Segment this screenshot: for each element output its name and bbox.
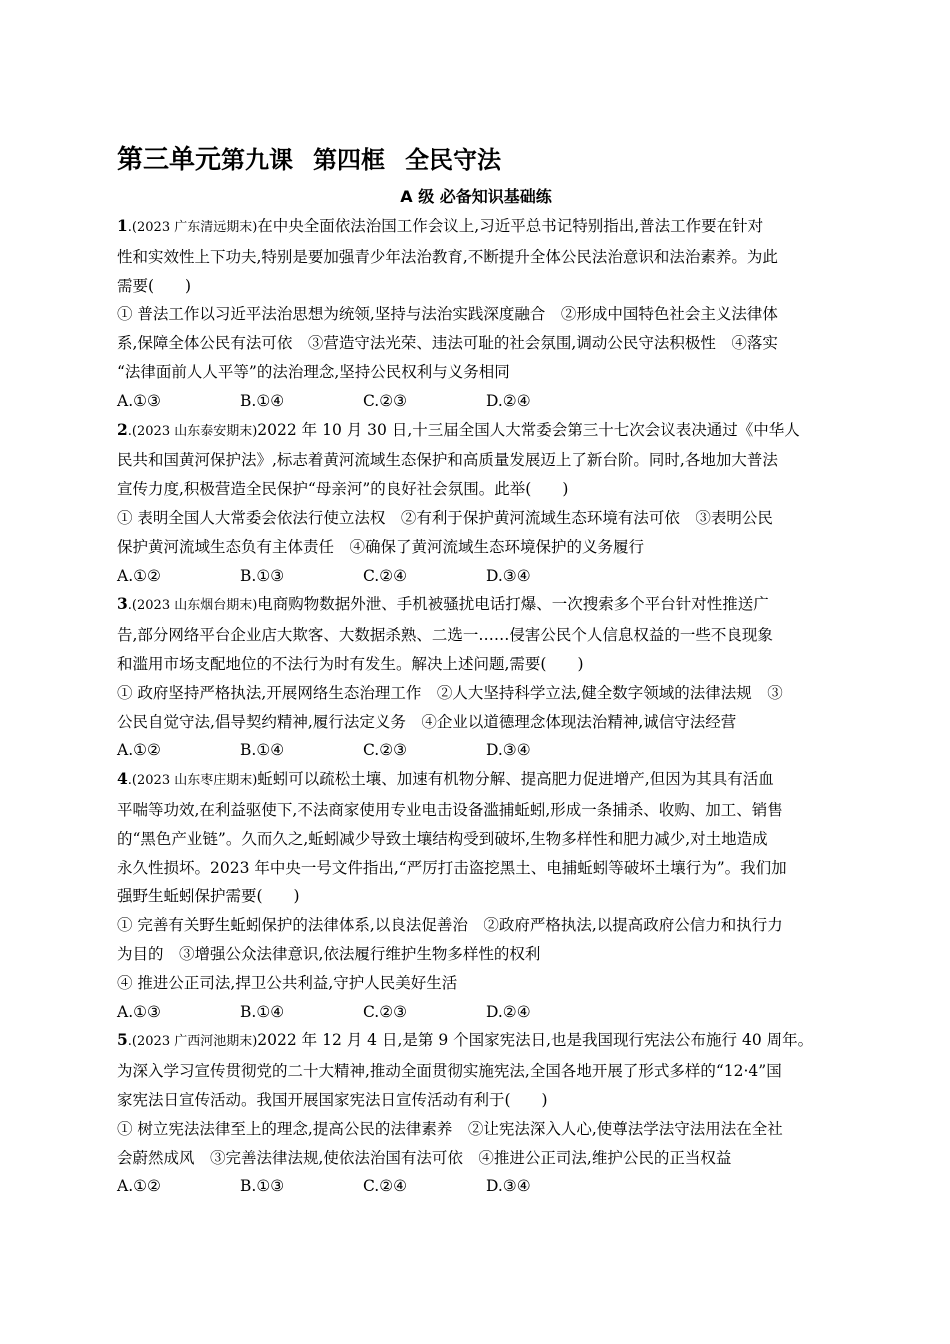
statement-line: 保护黄河流域生态负有主体责任 ④确保了黄河流域生态环境保护的义务履行 bbox=[117, 537, 645, 556]
answer-option[interactable]: C.②③ bbox=[363, 741, 408, 760]
answer-option[interactable]: A.①③ bbox=[117, 1002, 161, 1021]
question-stem-line bbox=[117, 650, 835, 679]
question-stem-line bbox=[117, 796, 835, 825]
question-stem-line bbox=[117, 854, 835, 883]
statement-line: “法律面前人人平等”的法治理念,坚持公民权利与义务相同 bbox=[117, 362, 510, 381]
answer-option[interactable]: B.①④ bbox=[240, 1002, 285, 1021]
question-source: .(2023 山东泰安期末) bbox=[127, 423, 258, 439]
stem-text: 平喘等功效,在利益驱使下,不法商家使用专业电击设备滥捕蚯蚓,形成一条捕杀、收购、加工、销售 bbox=[117, 800, 783, 819]
question-stem-line bbox=[117, 1086, 835, 1115]
stem-text: 为深入学习宣传贯彻党的二十大精神,推动全面贯彻实施宪法,全国各地开展了形式多样的“12·4”国 bbox=[117, 1062, 782, 1081]
answer-option[interactable]: D.②④ bbox=[486, 1002, 531, 1021]
answer-option[interactable]: D.③④ bbox=[486, 566, 531, 585]
answer-options bbox=[117, 387, 835, 416]
question-number: 3 bbox=[117, 594, 128, 614]
answer-option[interactable]: D.③④ bbox=[486, 741, 531, 760]
question-number: 2 bbox=[117, 419, 128, 439]
question-stem-line bbox=[117, 475, 835, 504]
question-source: .(2023 山东烟台期末) bbox=[127, 598, 258, 614]
question-stem-line bbox=[117, 882, 835, 911]
question-number: 5 bbox=[117, 1030, 128, 1050]
answer-option[interactable]: D.③④ bbox=[486, 1177, 531, 1196]
answer-option[interactable]: B.①④ bbox=[240, 741, 285, 760]
stem-text: 家宪法日宣传活动。我国开展国家宪法日宣传活动有利于( ) bbox=[117, 1090, 548, 1109]
answer-option[interactable]: B.①③ bbox=[240, 1177, 285, 1196]
statement-line: ① 政府坚持严格执法,开展网络生态治理工作 ②人大坚持科学立法,健全数字领域的法律法规 ③ bbox=[117, 683, 783, 702]
question-source: .(2023 广东清远期末) bbox=[127, 220, 258, 235]
answer-option[interactable]: C.②③ bbox=[363, 1002, 408, 1021]
answer-options bbox=[117, 998, 835, 1027]
question-number: 4 bbox=[117, 769, 128, 789]
stem-text: 在中央全面依法治国工作会议上,习近平总书记特别指出,普法工作要在针对 bbox=[257, 217, 764, 235]
stem-text: 电商购物数据外泄、手机被骚扰电话打爆、一次搜索多个平台针对性推送广 bbox=[257, 595, 769, 614]
answer-option[interactable]: C.②④ bbox=[363, 1177, 408, 1196]
answer-option[interactable]: B.①④ bbox=[240, 391, 285, 410]
stem-text: 告,部分网络平台企业店大欺客、大数据杀熟、二选一……侵害公民个人信息权益的一些不良现象 bbox=[117, 626, 773, 645]
stem-text: 蚯蚓可以疏松土壤、加速有机物分解、提高肥力促进增产,但因为其具有活血 bbox=[257, 770, 774, 789]
question-stem-line bbox=[117, 446, 835, 475]
statement-line: 系,保障全体公民有法可依 ③营造守法光荣、违法可耻的社会氛围,调动公民守法积极性 ④落实 bbox=[117, 334, 778, 353]
statement-line: 为目的 ③增强公众法律意识,依法履行维护生物多样性的权利 bbox=[117, 944, 541, 963]
title-unit: 第三单元 bbox=[117, 145, 222, 175]
stem-text: 和滥用市场支配地位的不法行为时有发生。解决上述问题,需要( ) bbox=[117, 654, 584, 673]
answer-option[interactable]: C.②③ bbox=[363, 391, 408, 410]
stem-text: 永久性损坏。2023 年中央一号文件指出,“严厉打击盗挖黑土、电捕蚯蚓等破坏土壤行为”。我们加 bbox=[117, 858, 787, 877]
answer-option[interactable]: A.①② bbox=[117, 741, 161, 760]
answer-option[interactable]: B.①③ bbox=[240, 566, 285, 585]
stem-text: 民共和国黄河保护法》,标志着黄河流域生态保护和高质量发展迈上了新台阶。同时,各地加大普法 bbox=[117, 451, 778, 470]
question-stem-line bbox=[117, 825, 835, 854]
question-block bbox=[117, 590, 835, 765]
page-title bbox=[117, 140, 835, 180]
question-list bbox=[117, 212, 835, 1201]
stem-text: 的“黑色产业链”。久而久之,蚯蚓减少导致土壤结构受到破坏,生物多样性和肥力减少,对土地造成 bbox=[117, 829, 768, 848]
stem-text: 需要( ) bbox=[117, 276, 192, 295]
question-stem-line bbox=[117, 1057, 835, 1086]
answer-option[interactable]: A.①② bbox=[117, 1177, 161, 1196]
question-stem-line bbox=[117, 590, 835, 621]
question-block bbox=[117, 765, 835, 1026]
stem-text: 2022 年 10 月 30 日,十三届全国人大常委会第三十七次会议表决通过《中华人 bbox=[257, 420, 800, 439]
question-stem-line bbox=[117, 416, 835, 447]
answer-option[interactable]: C.②④ bbox=[363, 566, 408, 585]
question-stem-line bbox=[117, 621, 835, 650]
statement-line: ① 普法工作以习近平法治思想为统领,坚持与法治实践深度融合 ②形成中国特色社会主义法律体 bbox=[117, 305, 778, 324]
question-stem-line bbox=[117, 272, 835, 301]
statement-line: 会蔚然成风 ③完善法律法规,使依法治国有法可依 ④推进公正司法,维护公民的正当权益 bbox=[117, 1148, 732, 1167]
answer-option[interactable]: A.①③ bbox=[117, 391, 161, 410]
answer-options bbox=[117, 562, 835, 591]
question-block bbox=[117, 212, 835, 416]
title-frame: 第四框 bbox=[313, 146, 386, 174]
question-stem-line bbox=[117, 1026, 835, 1057]
question-block bbox=[117, 416, 835, 591]
title-lesson: 第九课 bbox=[221, 146, 294, 174]
stem-text: 强野生蚯蚓保护需要( ) bbox=[117, 887, 300, 906]
title-topic: 全民守法 bbox=[405, 146, 502, 174]
question-source: .(2023 广西河池期末) bbox=[127, 1034, 258, 1050]
stem-text: 宣传力度,积极营造全民保护“母亲河”的良好社会氛围。此举( ) bbox=[117, 480, 569, 499]
answer-options bbox=[117, 736, 835, 765]
question-stem-line bbox=[117, 765, 835, 796]
question-stem-line bbox=[117, 243, 835, 272]
statement-line: 公民自觉守法,倡导契约精神,履行法定义务 ④企业以道德理念体现法治精神,诚信守法经营 bbox=[117, 712, 737, 731]
answer-options bbox=[117, 1172, 835, 1201]
question-stem-line bbox=[117, 212, 835, 243]
statement-line: ① 完善有关野生蚯蚓保护的法律体系,以良法促善治 ②政府严格执法,以提高政府公信力和执行力 bbox=[117, 916, 783, 935]
statement-line: ① 树立宪法法律至上的理念,提高公民的法律素养 ②让宪法深入人心,使尊法学法守法用法在全社 bbox=[117, 1119, 783, 1138]
answer-option[interactable]: D.②④ bbox=[486, 391, 531, 410]
stem-text: 2022 年 12 月 4 日,是第 9 个国家宪法日,也是我国现行宪法公布施行 40 周年。 bbox=[257, 1031, 814, 1050]
question-source: .(2023 山东枣庄期末) bbox=[127, 773, 258, 789]
answer-option[interactable]: A.①② bbox=[117, 566, 161, 585]
stem-text: 性和实效性上下功夫,特别是要加强青少年法治教育,不断提升全体公民法治意识和法治素养。为此 bbox=[117, 247, 778, 266]
question-number: 1 bbox=[117, 216, 128, 235]
statement-line: ① 表明全国人大常委会依法行使立法权 ②有利于保护黄河流域生态环境有法可依 ③表明公民 bbox=[117, 508, 773, 527]
question-block bbox=[117, 1026, 835, 1201]
statement-line: ④ 推进公正司法,捍卫公共利益,守护人民美好生活 bbox=[117, 973, 458, 992]
worksheet-page bbox=[117, 140, 835, 1201]
section-heading: A 级 必备知识基础练 bbox=[400, 187, 552, 206]
